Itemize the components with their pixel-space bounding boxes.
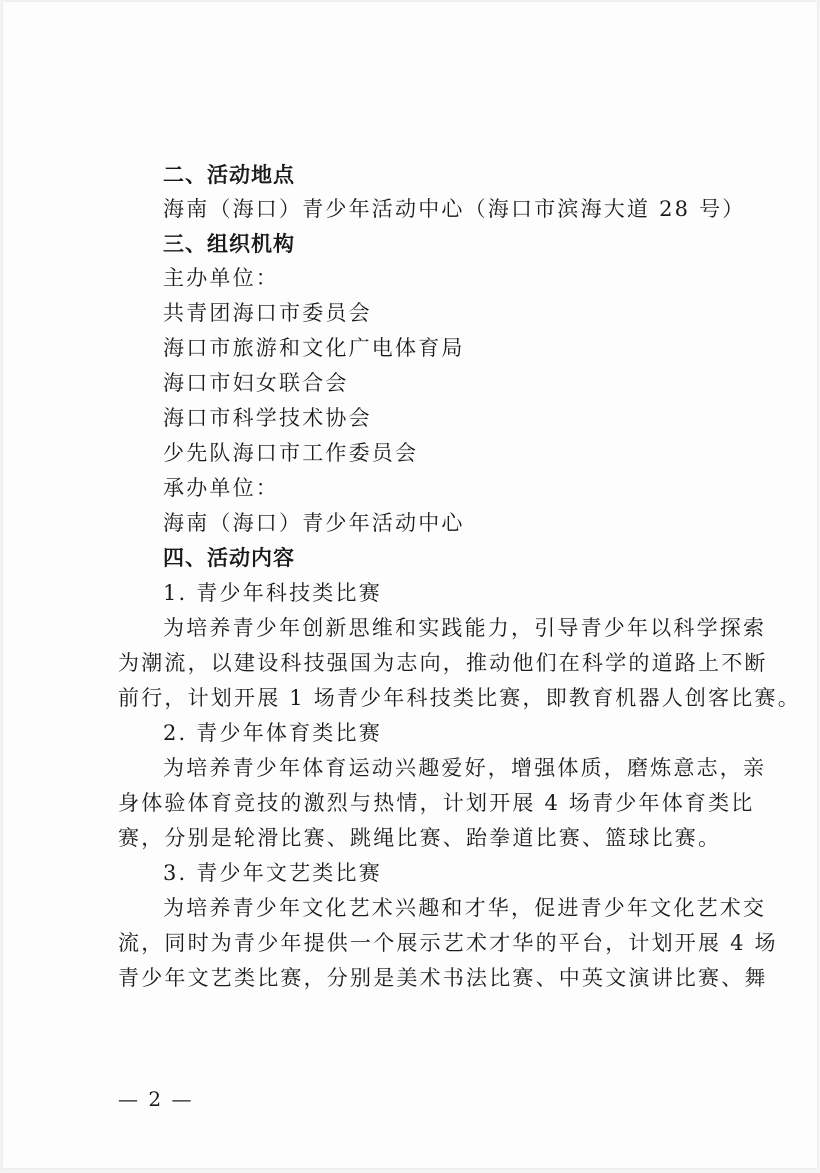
organizer-label: 承办单位： <box>163 476 279 500</box>
paragraph-line: 赛，分别是轮滑比赛、跳绳比赛、跆拳道比赛、篮球比赛。 <box>118 826 722 850</box>
host-item: 海口市旅游和文化广电体育局 <box>163 336 465 360</box>
page-number: — 2 — <box>118 1087 194 1111</box>
paragraph-line: 为潮流，以建设科技强国为志向，推动他们在科学的道路上不断 <box>118 651 768 675</box>
item-title-sports: 2. 青少年体育类比赛 <box>163 721 382 745</box>
host-item: 海口市妇女联合会 <box>163 371 349 395</box>
item-title-arts: 3. 青少年文艺类比赛 <box>163 861 382 885</box>
document-page <box>3 2 817 1168</box>
host-label: 主办单位： <box>163 266 279 290</box>
paragraph-line: 流，同时为青少年提供一个展示艺术才华的平台，计划开展 4 场 <box>118 931 778 955</box>
paragraph-line: 身体验体育竞技的激烈与热情，计划开展 4 场青少年体育类比 <box>118 791 755 815</box>
host-item: 少先队海口市工作委员会 <box>163 441 419 465</box>
item-title-tech: 1. 青少年科技类比赛 <box>163 581 382 605</box>
organizer-item: 海南（海口）青少年活动中心 <box>163 511 465 535</box>
paragraph-line: 为培养青少年体育运动兴趣爱好，增强体质，磨炼意志，亲 <box>163 756 767 780</box>
section-heading-location: 二、活动地点 <box>163 163 295 187</box>
paragraph-line: 为培养青少年创新思维和实践能力，引导青少年以科学探索 <box>163 616 767 640</box>
paragraph-line: 前行，计划开展 1 场青少年科技类比赛，即教育机器人创客比赛。 <box>118 686 801 710</box>
paragraph-line: 青少年文艺类比赛，分别是美术书法比赛、中英文演讲比赛、舞 <box>118 966 768 990</box>
location-text: 海南（海口）青少年活动中心（海口市滨海大道 28 号） <box>163 197 746 221</box>
section-heading-organization: 三、组织机构 <box>163 232 295 256</box>
section-heading-content: 四、活动内容 <box>163 546 295 570</box>
paragraph-line: 为培养青少年文化艺术兴趣和才华，促进青少年文化艺术交 <box>163 896 767 920</box>
host-item: 海口市科学技术协会 <box>163 406 372 430</box>
host-item: 共青团海口市委员会 <box>163 301 372 325</box>
